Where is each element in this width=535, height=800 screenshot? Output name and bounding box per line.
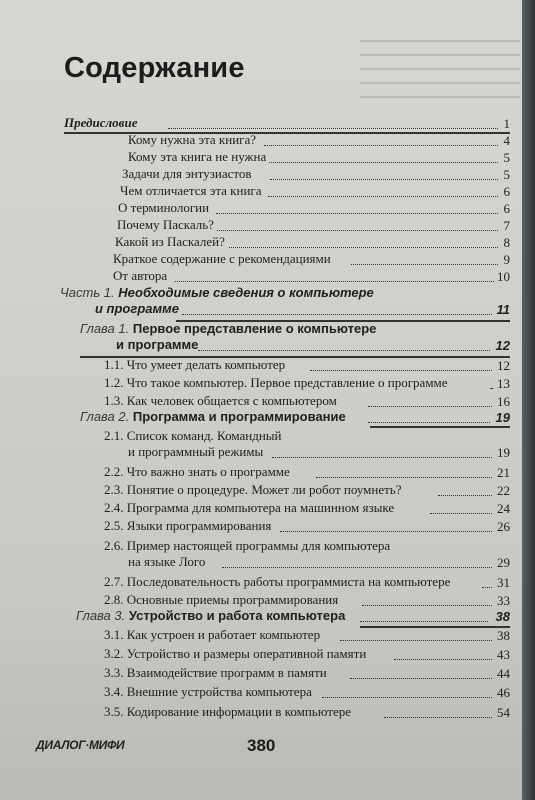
- rule-chapter-1: [80, 356, 510, 358]
- toc-entry-title: 2.1. Список команд. Командный: [104, 428, 282, 443]
- dot-leader: [198, 350, 490, 351]
- toc-chapter-title-cont: и программе: [116, 337, 199, 352]
- toc-entry-title: 3.3. Взаимодействие программ в памяти: [104, 665, 327, 680]
- toc-entry-two-line: [104, 428, 510, 460]
- toc-chapter-line-1: [76, 608, 345, 624]
- publisher-logo: ДИАЛОГ·МИФИ: [36, 738, 125, 752]
- toc-page-number: 19: [497, 445, 510, 460]
- toc-entry: [104, 357, 510, 373]
- toc-page-number: 5: [503, 150, 510, 165]
- toc-entry: [104, 627, 510, 643]
- toc-page-number: 5: [503, 167, 510, 182]
- toc-chapter-2: [80, 409, 510, 425]
- dot-leader: [182, 314, 492, 315]
- toc-entry-title: 2.4. Программа для компьютера на машинном языке: [104, 500, 395, 515]
- toc-chapter-title: Первое представление о компьютере: [132, 321, 377, 336]
- toc-page-number: 24: [497, 501, 510, 516]
- toc-entry-preface: [64, 115, 510, 131]
- dot-leader: [264, 145, 498, 146]
- dot-leader: [272, 457, 492, 458]
- toc-entry: [128, 132, 510, 148]
- rule-chapter-3: [360, 626, 510, 628]
- toc-entry-title: 1.1. Что умеет делать компьютер: [104, 357, 286, 372]
- toc-part-1: [60, 285, 510, 317]
- toc-page-number: 10: [497, 269, 510, 284]
- toc-entry-title: 3.1. Как устроен и работает компьютер: [104, 627, 321, 642]
- dot-leader: [316, 477, 492, 478]
- dot-leader: [229, 247, 498, 248]
- toc-page-number: 31: [497, 575, 510, 590]
- toc-page-number: 8: [503, 235, 510, 250]
- toc-entry: [104, 665, 510, 681]
- dot-leader: [310, 370, 492, 371]
- dot-leader: [368, 422, 490, 423]
- rule-chapter-2: [370, 426, 510, 428]
- page-number: 380: [247, 736, 276, 755]
- toc-page-number: 29: [497, 555, 510, 570]
- dot-leader: [175, 281, 494, 282]
- book-spine: [522, 0, 535, 800]
- toc-entry-title: Задачи для энтузиастов: [122, 166, 252, 181]
- toc-entry: [104, 684, 510, 700]
- toc-page-number: 4: [503, 133, 510, 148]
- toc-part-line-1: [60, 285, 374, 301]
- toc-chapter-1: [80, 321, 510, 353]
- rule-preface: [64, 132, 510, 134]
- toc-page-number: 38: [495, 609, 510, 624]
- toc-entry-title: Какой из Паскалей?: [115, 234, 225, 249]
- toc-entry-title: Предисловие: [64, 115, 138, 130]
- toc-entry: [117, 217, 510, 233]
- toc-entry: [104, 518, 510, 534]
- dot-leader: [322, 697, 492, 698]
- toc-page-number: 6: [503, 201, 510, 216]
- toc-entry-title: 3.2. Устройство и размеры оперативной памяти: [104, 646, 367, 661]
- toc-chapter-label: Глава 3.: [76, 608, 126, 623]
- toc-page-number: 26: [497, 519, 510, 534]
- toc-entry-title: 2.3. Понятие о процедуре. Может ли робот поумнеть?: [104, 482, 402, 497]
- dot-leader: [269, 162, 498, 163]
- toc-entry-title: Почему Паскаль?: [117, 217, 214, 232]
- toc-entry-title: 2.2. Что важно знать о программе: [104, 464, 290, 479]
- dot-leader: [268, 196, 498, 197]
- toc-entry-title: 3.4. Внешние устройства компьютера: [104, 684, 312, 699]
- toc-entry-title: 3.5. Кодирование информации в компьютере: [104, 704, 351, 719]
- dot-leader: [222, 567, 492, 568]
- toc-page-number: 13: [497, 376, 510, 391]
- dot-leader: [394, 659, 492, 660]
- toc-page-number: 33: [497, 593, 510, 608]
- dot-leader: [430, 513, 492, 514]
- toc-entry-title: 2.5. Языки программирования: [104, 518, 272, 533]
- toc-chapter-label: Глава 1.: [80, 321, 130, 336]
- toc-page-number: 21: [497, 465, 510, 480]
- toc-part-title: Необходимые сведения о компьютере: [118, 285, 374, 300]
- toc-entry: [120, 183, 510, 199]
- toc-entry-two-line: [104, 538, 510, 570]
- rule-part-1: [176, 320, 510, 322]
- toc-page-number: 6: [503, 184, 510, 199]
- toc-entry: [104, 500, 510, 516]
- toc-entry: [104, 574, 510, 590]
- toc-page-number: 54: [497, 705, 510, 720]
- dot-leader: [490, 388, 492, 389]
- toc-page-number: 43: [497, 647, 510, 662]
- dot-leader: [368, 406, 492, 407]
- toc-entry-title: Краткое содержание с рекомендациями: [113, 251, 331, 266]
- toc-entry-title: Кому эта книга не нужна: [128, 149, 267, 164]
- toc-part-label: Часть 1.: [60, 285, 115, 300]
- toc-entry: [128, 149, 510, 165]
- dot-leader: [216, 213, 498, 214]
- toc-entry: [104, 464, 510, 480]
- toc-chapter-line-1: [80, 321, 376, 337]
- toc-entry-title: 1.3. Как человек общается с компьютером: [104, 393, 337, 408]
- toc-entry: [113, 251, 510, 267]
- dot-leader: [168, 128, 498, 129]
- toc-entry-title: 1.2. Что такое компьютер. Первое представление о программе: [104, 375, 448, 390]
- toc-entry: [122, 166, 510, 182]
- toc-page-number: 16: [497, 394, 510, 409]
- toc-page-number: 22: [497, 483, 510, 498]
- page-title: Содержание: [64, 52, 245, 84]
- toc-entry: [115, 234, 510, 250]
- dot-leader: [438, 495, 492, 496]
- toc-page-number: 1: [503, 116, 510, 131]
- toc-entry-title: 2.7. Последовательность работы программиста на компьютере: [104, 574, 451, 589]
- toc-entry: [104, 646, 510, 662]
- toc-chapter-title: Программа и программирование: [132, 409, 346, 424]
- toc-page-number: 12: [497, 358, 510, 373]
- toc-entry-title: Кому нужна эта книга?: [128, 132, 257, 147]
- toc-entry: [104, 704, 510, 720]
- dot-leader: [350, 678, 492, 679]
- dot-leader: [217, 230, 498, 231]
- toc-page-number: 19: [495, 410, 510, 425]
- toc-entry: [104, 393, 510, 409]
- toc-entry-title-cont: на языке Лого: [128, 554, 206, 569]
- dot-leader: [362, 605, 492, 606]
- toc-page-number: 12: [495, 338, 510, 353]
- dot-leader: [482, 587, 492, 588]
- toc-entry-title-cont: и программный режимы: [128, 444, 264, 459]
- toc-entry: [118, 200, 510, 216]
- toc-entry-title: 2.8. Основные приемы программирования: [104, 592, 339, 607]
- toc-page-number: 44: [497, 666, 510, 681]
- dot-leader: [280, 531, 492, 532]
- dot-leader: [270, 179, 498, 180]
- toc-entry-title: О терминологии: [118, 200, 210, 215]
- toc-entry: [104, 592, 510, 608]
- toc-entry: [113, 268, 510, 284]
- toc-page-number: 38: [497, 628, 510, 643]
- toc-entry: [104, 375, 510, 391]
- toc-chapter-line-2: [116, 337, 198, 353]
- toc-page-number: 7: [503, 218, 510, 233]
- dot-leader: [351, 264, 498, 265]
- toc-chapter-title: Устройство и работа компьютера: [128, 608, 346, 623]
- toc-chapter-label: Глава 2.: [80, 409, 130, 424]
- toc-part-title-cont: и программе: [95, 301, 179, 316]
- toc-entry-title: 2.6. Пример настоящей программы для компьютера: [104, 538, 391, 553]
- dot-leader: [340, 640, 492, 641]
- dot-leader: [360, 621, 488, 622]
- toc-chapter-line-1: [80, 409, 346, 425]
- toc-part-line-2: [95, 301, 179, 317]
- toc-entry-title: От автора: [113, 268, 168, 283]
- toc-page-number: 11: [496, 302, 510, 317]
- dot-leader: [384, 717, 492, 718]
- toc-chapter-3: [76, 608, 510, 624]
- toc-entry: [104, 482, 510, 498]
- toc-page-number: 9: [503, 252, 510, 267]
- toc-entry-title: Чем отличается эта книга: [120, 183, 262, 198]
- toc-page-number: 46: [497, 685, 510, 700]
